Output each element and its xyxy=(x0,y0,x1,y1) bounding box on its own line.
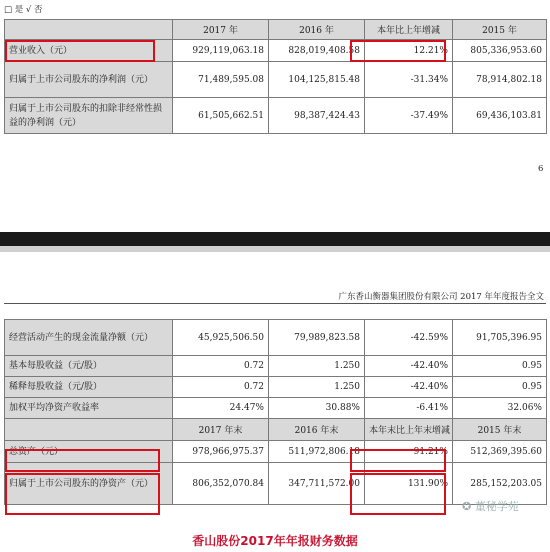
financial-table-1 xyxy=(4,19,547,134)
value-2015: 0.95 xyxy=(453,377,547,398)
page-number: 6 xyxy=(538,164,544,174)
row-label: 归属于上市公司股东的净资产（元） xyxy=(5,463,173,505)
header-cell xyxy=(5,419,173,441)
value-2016: 1.250 xyxy=(269,377,365,398)
value-2016: 98,387,424.43 xyxy=(269,98,365,134)
value-2017: 24.47% xyxy=(173,398,269,419)
checkbox-line: □ 是 √ 否 xyxy=(4,5,43,15)
table-row xyxy=(5,398,547,419)
value-change: 131.90% xyxy=(365,463,453,505)
value-2016: 828,019,408.58 xyxy=(269,40,365,62)
row-label: 营业收入（元） xyxy=(5,40,173,62)
value-2016: 104,125,815.48 xyxy=(269,62,365,98)
value-2015: 805,336,953.60 xyxy=(453,40,547,62)
value-2016: 511,972,806.18 xyxy=(269,441,365,463)
financial-table-2 xyxy=(4,319,547,505)
value-2015: 32.06% xyxy=(453,398,547,419)
table-header-row xyxy=(5,20,547,40)
footer-caption: 香山股份2017年年报财务数据 xyxy=(192,534,358,548)
row-label: 加权平均净资产收益率 xyxy=(5,398,173,419)
value-2017: 978,966,975.37 xyxy=(173,441,269,463)
row-label: 经营活动产生的现金流量净额（元） xyxy=(5,320,173,356)
row-label: 归属于上市公司股东的净利润（元） xyxy=(5,62,173,98)
header-cell: 2017 年末 xyxy=(173,419,269,441)
value-2016: 30.88% xyxy=(269,398,365,419)
page-divider xyxy=(0,232,550,246)
value-change: -42.40% xyxy=(365,377,453,398)
running-header: 广东香山衡器集团股份有限公司 2017 年年度报告全文 xyxy=(338,292,544,302)
header-cell: 2016 年末 xyxy=(269,419,365,441)
table-row xyxy=(5,320,547,356)
value-2016: 1.250 xyxy=(269,356,365,377)
header-cell xyxy=(5,20,173,40)
value-change: 91.21% xyxy=(365,441,453,463)
table-row xyxy=(5,98,547,134)
value-change: -42.40% xyxy=(365,356,453,377)
value-change: -37.49% xyxy=(365,98,453,134)
value-2017: 0.72 xyxy=(173,356,269,377)
value-2017: 71,489,595.08 xyxy=(173,62,269,98)
row-label: 总资产（元） xyxy=(5,441,173,463)
table-row xyxy=(5,40,547,62)
value-2017: 929,119,063.18 xyxy=(173,40,269,62)
header-rule xyxy=(4,303,546,304)
table-row xyxy=(5,356,547,377)
value-2015: 78,914,802.18 xyxy=(453,62,547,98)
value-2015: 0.95 xyxy=(453,356,547,377)
value-2015: 69,436,103.81 xyxy=(453,98,547,134)
header-cell: 本年末比上年末增减 xyxy=(365,419,453,441)
row-label: 归属于上市公司股东的扣除非经常性损益的净利润（元） xyxy=(5,98,173,134)
wechat-icon: ✪ xyxy=(462,500,472,513)
value-change: -31.34% xyxy=(365,62,453,98)
value-2017: 0.72 xyxy=(173,377,269,398)
value-2015: 285,152,203.05 xyxy=(453,463,547,505)
table-row xyxy=(5,377,547,398)
table-row xyxy=(5,441,547,463)
value-2016: 79,989,823.58 xyxy=(269,320,365,356)
page-divider-shadow xyxy=(0,246,550,252)
value-change: -6.41% xyxy=(365,398,453,419)
value-2015: 512,369,395.60 xyxy=(453,441,547,463)
table-header-row xyxy=(5,419,547,441)
value-2015: 91,705,396.95 xyxy=(453,320,547,356)
value-2017: 61,505,662.51 xyxy=(173,98,269,134)
row-label: 基本每股收益（元/股） xyxy=(5,356,173,377)
value-change: 12.21% xyxy=(365,40,453,62)
value-2016: 347,711,572.00 xyxy=(269,463,365,505)
row-label: 稀释每股收益（元/股） xyxy=(5,377,173,398)
value-change: -42.59% xyxy=(365,320,453,356)
table-row xyxy=(5,62,547,98)
header-cell: 2015 年 xyxy=(453,20,547,40)
header-cell: 2016 年 xyxy=(269,20,365,40)
header-cell: 2015 年末 xyxy=(453,419,547,441)
value-2017: 806,352,070.84 xyxy=(173,463,269,505)
header-cell: 本年比上年增减 xyxy=(365,20,453,40)
header-cell: 2017 年 xyxy=(173,20,269,40)
value-2017: 45,925,506.50 xyxy=(173,320,269,356)
watermark-text: 董秘学苑 xyxy=(474,500,519,513)
watermark xyxy=(462,498,519,514)
